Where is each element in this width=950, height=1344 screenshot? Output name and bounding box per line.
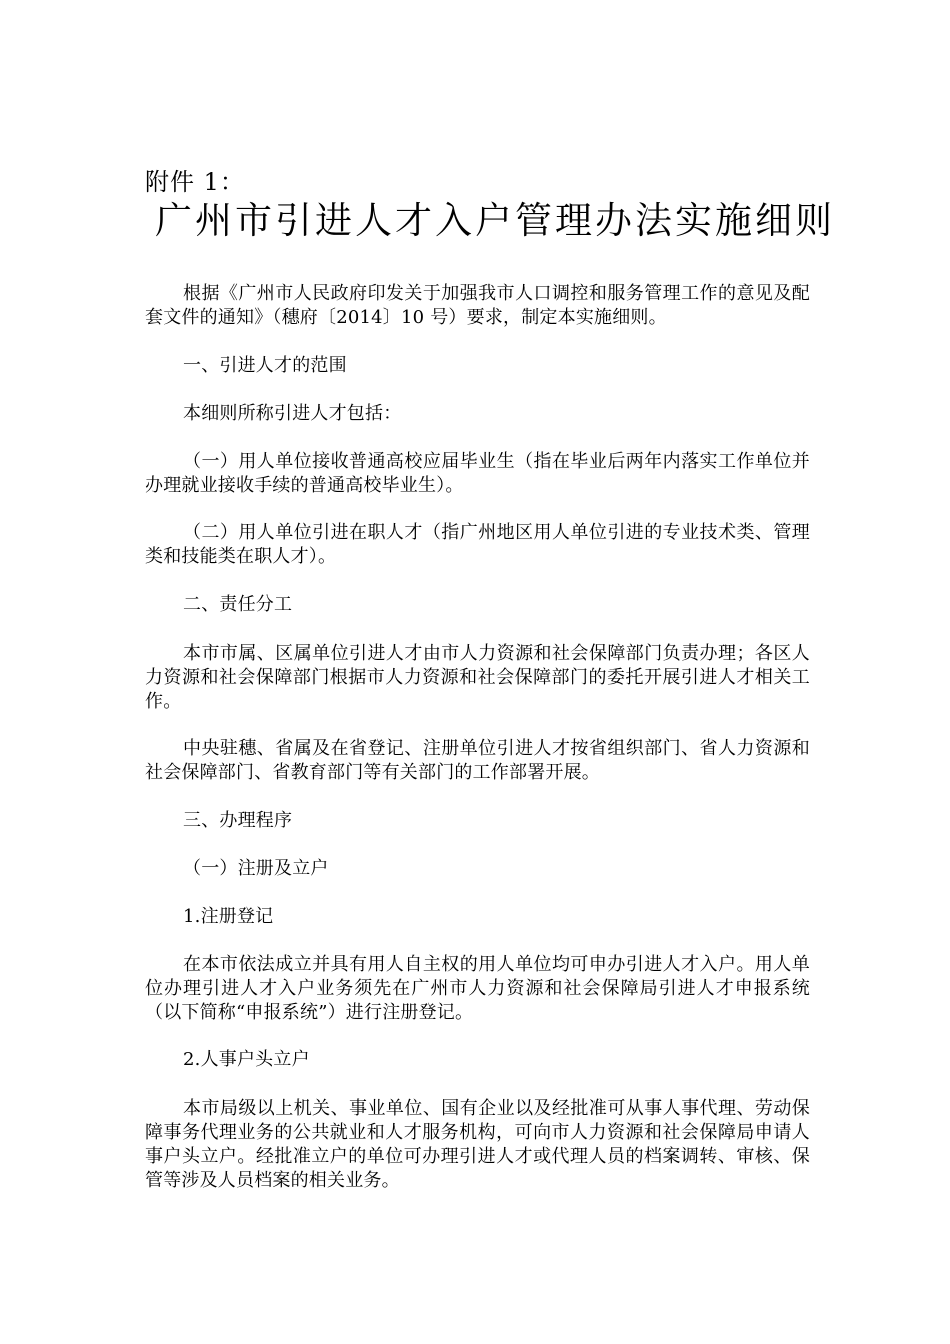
heading-procedure: 三、办理程序 (183, 810, 293, 831)
paragraph-scope-intro: 本细则所称引进人才包括： (183, 403, 402, 424)
subheading-account: 2.人事户头立户 (183, 1049, 310, 1070)
heading-scope: 一、引进人才的范围 (183, 355, 347, 376)
paragraph-register: 在本市依法成立并具有用人自主权的用人单位均可申办引进人才入户。用人单位办理引进人才入户业务须先在广州市人力资源和社会保障局引进人才申报系统（以下简称“申报系统”）进行注册登记。 (145, 954, 810, 1023)
paragraph-responsibility-2: 中央驻穗、省属及在省登记、注册单位引进人才按省组织部门、省人力资源和社会保障部门、省教育部门等有关部门的工作部署开展。 (145, 738, 810, 783)
subheading-registration: （一）注册及立户 (183, 858, 329, 879)
attachment-label: 附件 1： (145, 168, 245, 196)
paragraph-scope-item-1: （一）用人单位接收普通高校应届毕业生（指在毕业后两年内落实工作单位并办理就业接收手续的普通高校毕业生）。 (145, 451, 810, 496)
paragraph-account: 本市局级以上机关、事业单位、国有企业以及经批准可从事人事代理、劳动保障事务代理业务的公共就业和人才服务机构，可向市人力资源和社会保障局申请人事户头立户。经批准立户的单位可办理引进人才或代理人员的档案调转、审核、保管等涉及人员档案的相关业务。 (145, 1098, 810, 1191)
document-title: 广州市引进人才入户管理办法实施细则 (155, 199, 835, 242)
paragraph-intro: 根据《广州市人民政府印发关于加强我市人口调控和服务管理工作的意见及配套文件的通知》（穗府〔2014〕10 号）要求，制定本实施细则。 (145, 283, 810, 328)
heading-responsibility: 二、责任分工 (183, 594, 293, 615)
paragraph-responsibility-1: 本市市属、区属单位引进人才由市人力资源和社会保障部门负责办理；各区人力资源和社会保障部门根据市人力资源和社会保障部门的委托开展引进人才相关工作。 (145, 643, 810, 712)
paragraph-scope-item-2: （二）用人单位引进在职人才（指广州地区用人单位引进的专业技术类、管理类和技能类在职人才）。 (145, 522, 810, 567)
subheading-register: 1.注册登记 (183, 906, 274, 927)
